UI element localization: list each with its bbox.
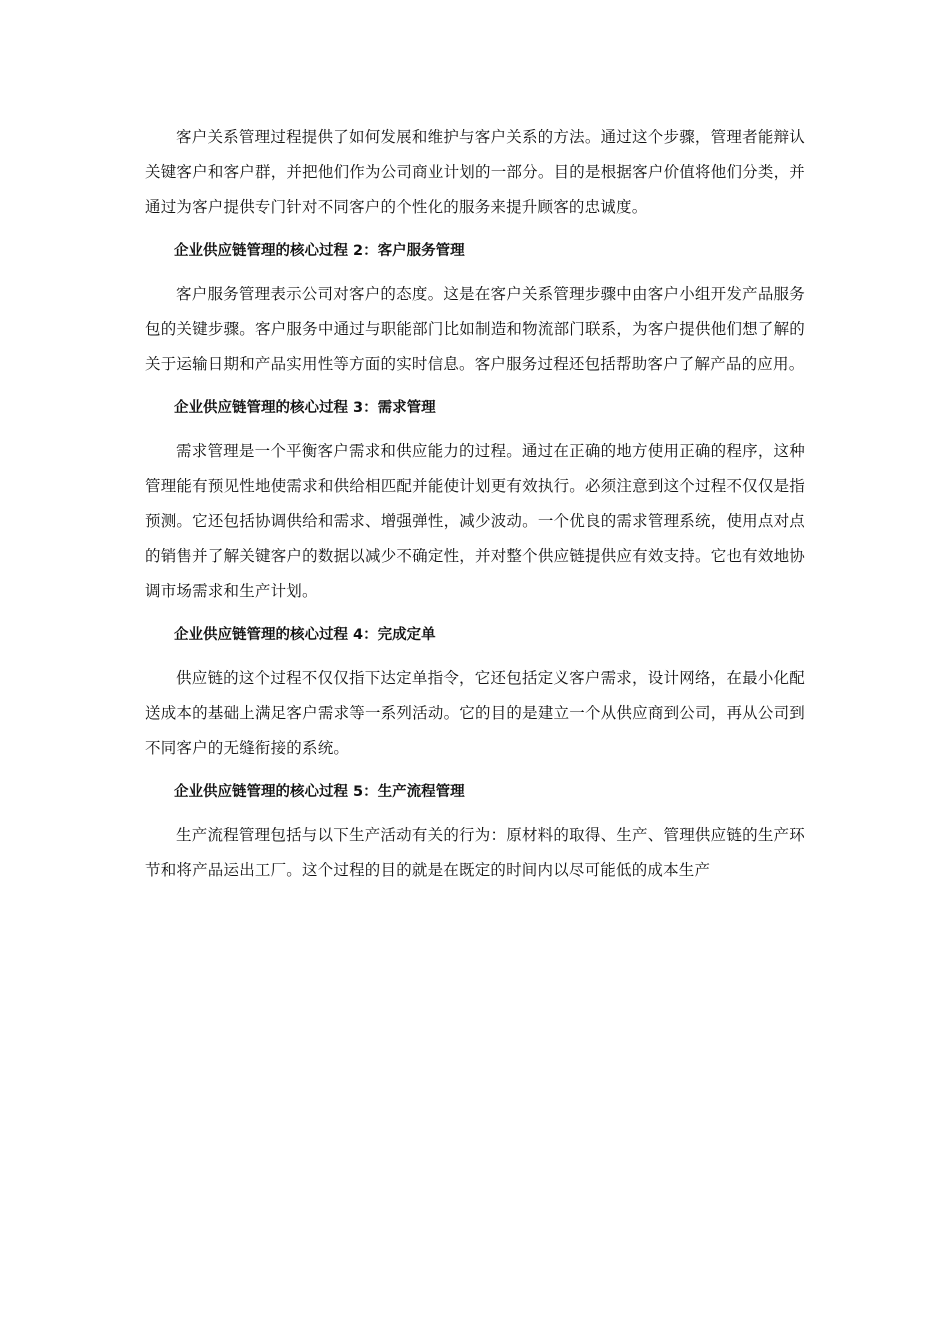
heading-core-process-2: 企业供应链管理的核心过程 2：客户服务管理 [174,243,465,259]
paragraph-customer-service: 客户服务管理表示公司对客户的态度。这是在客户关系管理步骤中由客户小组开发产品服务包的关键步骤。客户服务中通过与职能部门比如制造和物流部门联系，为客户提供他们想了解的关于运输日期和产品实用性等方面的实时信息。客户服务过程还包括帮助客户了解产品的应用。 [145,285,805,373]
heading-core-process-3: 企业供应链管理的核心过程 3：需求管理 [174,400,436,416]
heading-core-process-5: 企业供应链管理的核心过程 5：生产流程管理 [174,784,465,800]
paragraph-demand-management: 需求管理是一个平衡客户需求和供应能力的过程。通过在正确的地方使用正确的程序，这种管理能有预见性地使需求和供给相匹配并能使计划更有效执行。必须注意到这个过程不仅仅是指预测。它还包括协调供给和需求、增强弹性，减少波动。一个优良的需求管理系统，使用点对点的销售并了解关键客户的数据以减少不确定性，并对整个供应链提供应有效支持。它也有效地协调市场需求和生产计划。 [145,442,805,600]
paragraph-manufacturing-flow: 生产流程管理包括与以下生产活动有关的行为：原材料的取得、生产、管理供应链的生产环节和将产品运出工厂。这个过程的目的就是在既定的时间内以尽可能低的成本生产 [145,826,805,879]
paragraph-order-fulfillment: 供应链的这个过程不仅仅指下达定单指令，它还包括定义客户需求，设计网络，在最小化配送成本的基础上满足客户需求等一系列活动。它的目的是建立一个从供应商到公司，再从公司到不同客户的无缝衔接的系统。 [145,669,805,757]
document-body [145,120,805,888]
heading-core-process-4: 企业供应链管理的核心过程 4：完成定单 [174,627,436,643]
paragraph-customer-relationship: 客户关系管理过程提供了如何发展和维护与客户关系的方法。通过这个步骤，管理者能辩认关键客户和客户群，并把他们作为公司商业计划的一部分。目的是根据客户价值将他们分类，并通过为客户提供专门针对不同客户的个性化的服务来提升顾客的忠诚度。 [145,128,805,216]
